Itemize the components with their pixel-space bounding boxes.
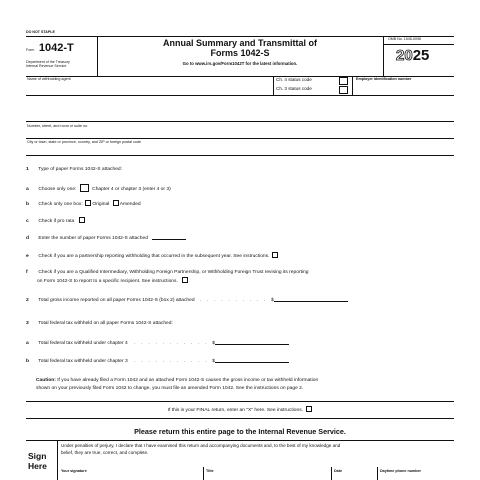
line-1c-letter: c bbox=[26, 219, 29, 224]
line-1b-text: Check only one box: bbox=[38, 202, 83, 207]
ch4-status-label: Ch. 4 status code bbox=[276, 77, 312, 82]
line-3-number: 3 bbox=[26, 321, 29, 326]
ein-input[interactable] bbox=[353, 83, 453, 94]
perjury-line-1: Under penalties of perjury, I declare that I have examined this return and accompanying documents and, to the best of my knowledge and bbox=[61, 443, 341, 448]
line-1d-text: Enter the number of paper Forms 1042-S attached bbox=[38, 236, 148, 241]
line-3a-text: Total federal tax withheld under chapter 4 bbox=[38, 341, 128, 346]
return-note: Please return this entire page to the Internal Revenue Service. bbox=[134, 427, 346, 436]
caution-text-2: shown on your previously filed Form 1042 to change, you must file an amended Form 1042. See the instructions on page 2. bbox=[36, 385, 304, 391]
line-3a-leader-dots: . . . . . . . . . . . bbox=[134, 341, 209, 346]
city-input[interactable] bbox=[26, 146, 454, 154]
signature-label: Your signature bbox=[61, 469, 87, 473]
ein-label: Employer identification number bbox=[356, 77, 412, 81]
city-bottom-rule bbox=[26, 155, 454, 156]
line-1f-cont bbox=[37, 277, 188, 284]
sign-here-label bbox=[28, 451, 47, 471]
line-1-label: Type of paper Forms 1042-S attached: bbox=[38, 167, 123, 172]
address-label: Number, street, and room or suite no. bbox=[27, 124, 89, 128]
line-3b-dollar: $ bbox=[212, 359, 215, 364]
address-top-rule bbox=[26, 121, 454, 122]
line-1b-amended-checkbox[interactable] bbox=[113, 200, 119, 206]
signature-input[interactable] bbox=[60, 474, 200, 480]
line-2-amount-input[interactable] bbox=[274, 296, 348, 302]
line-1f-text-2: on Form 1042-S to report to a specific recipient. See instructions. bbox=[37, 279, 178, 284]
line-3a bbox=[26, 339, 289, 346]
perjury-line-2: belief, they are true, correct, and complete. bbox=[61, 449, 149, 455]
line-1e-text: Check if you are a partnership reporting withholding that occurred in the subsequent year. See instructions. bbox=[38, 254, 270, 259]
line-2-number: 2 bbox=[26, 298, 29, 303]
line-1a-box[interactable] bbox=[80, 184, 89, 192]
line-2-leader-dots: . . . . . . . . . . bbox=[199, 298, 268, 303]
ch3-status-row bbox=[276, 86, 312, 91]
omb-year-block bbox=[384, 37, 454, 64]
line-1c-text: Check if pro rata bbox=[38, 219, 75, 224]
caution-bottom-rule bbox=[26, 401, 454, 402]
line-3-label: Total federal tax withheld on all paper Forms 1042-S attached: bbox=[38, 321, 173, 326]
line-3a-amount-input[interactable] bbox=[215, 339, 289, 345]
sign-label-1: Sign bbox=[28, 451, 47, 461]
line-1b-original-checkbox[interactable] bbox=[85, 200, 91, 206]
address-input[interactable] bbox=[26, 96, 454, 121]
form-title-line-2: Forms 1042-S bbox=[210, 48, 270, 58]
line-2-label: Total gross income reported on all paper Forms 1042-S (box 2) attached bbox=[38, 298, 195, 303]
ch3-status-label: Ch. 3 status code bbox=[276, 86, 312, 91]
goto-instructions: Go to www.irs.gov/Form1042T for the latest information. bbox=[182, 61, 298, 66]
line-1f-qi-checkbox[interactable] bbox=[182, 277, 188, 283]
line-1d-letter: d bbox=[26, 236, 29, 241]
line-2 bbox=[26, 296, 348, 303]
address-bottom-rule bbox=[26, 138, 454, 139]
line-1c-pro-rata-checkbox[interactable] bbox=[79, 217, 85, 223]
final-return-row bbox=[26, 406, 454, 413]
line-1e bbox=[26, 252, 278, 259]
final-return-checkbox[interactable] bbox=[306, 406, 312, 412]
line-1a-letter: a bbox=[26, 187, 29, 192]
title-divider bbox=[203, 467, 204, 480]
omb-rule bbox=[384, 44, 454, 45]
line-1c bbox=[26, 217, 85, 224]
line-1a-option: Chapter 4 or chapter 3 (enter 4 or 3) bbox=[92, 187, 171, 192]
form-title-block bbox=[97, 38, 383, 66]
sign-label-2: Here bbox=[28, 461, 47, 471]
withholding-agent-input[interactable] bbox=[26, 83, 272, 93]
line-1d-count-input[interactable] bbox=[152, 234, 186, 240]
final-return-label: If this is your FINAL return, enter an "X" here. See instructions. bbox=[167, 408, 304, 413]
omb-number: OMB No. 1545-0096 bbox=[388, 37, 421, 41]
form-prefix: Form bbox=[26, 48, 35, 52]
tax-year-outline: 20 bbox=[396, 47, 413, 64]
final-return-bottom-rule bbox=[26, 418, 454, 419]
header-divider-right bbox=[383, 36, 384, 76]
ch4-status-box[interactable] bbox=[339, 77, 348, 85]
line-1e-letter: e bbox=[26, 254, 29, 259]
line-3b-text: Total federal tax withheld under chapter 3 bbox=[38, 359, 128, 364]
sign-divider bbox=[57, 440, 58, 480]
dept-line-2: Internal Revenue Service bbox=[26, 64, 67, 68]
form-title-line-1: Annual Summary and Transmittal of bbox=[162, 38, 318, 48]
ch3-status-box[interactable] bbox=[339, 86, 348, 94]
line-2-dollar: $ bbox=[270, 298, 274, 303]
caution-text-1: If you have already filed a Form 1042 and an attached Form 1042-S causes the gross income or tax withheld information bbox=[55, 378, 319, 383]
line-1b-letter: b bbox=[26, 202, 29, 207]
do-not-staple-note: DO NOT STAPLE bbox=[26, 30, 55, 34]
line-1e-partnership-checkbox[interactable] bbox=[272, 252, 278, 258]
line-3 bbox=[26, 321, 173, 326]
phone-label: Daytime phone number bbox=[380, 469, 421, 473]
line-1a-text: Choose only one: bbox=[38, 187, 77, 192]
line-1b bbox=[26, 200, 141, 207]
perjury-statement bbox=[61, 443, 340, 456]
line-3b-amount-input[interactable] bbox=[215, 357, 289, 363]
line-3b-leader-dots: . . . . . . . . . . . bbox=[134, 359, 209, 364]
phone-divider bbox=[377, 467, 378, 480]
line-1 bbox=[26, 167, 122, 172]
line-1f-letter: f bbox=[26, 270, 28, 275]
line-3a-letter: a bbox=[26, 341, 29, 346]
withholding-agent-label: Name of withholding agent bbox=[27, 77, 71, 81]
line-1f-text-1: Check if you are a Qualified Intermediary, Withholding Foreign Partnership, or Withholding Foreign Trust revising its reporting bbox=[38, 270, 309, 275]
line-1b-original-label: Original bbox=[92, 202, 110, 207]
title-input[interactable] bbox=[205, 474, 327, 480]
tax-year bbox=[396, 47, 429, 65]
caution-block bbox=[36, 377, 318, 392]
line-1f bbox=[26, 270, 308, 275]
sign-top-rule bbox=[26, 440, 454, 441]
dept-line-1: Department of the Treasury bbox=[26, 60, 70, 64]
form-id-block bbox=[26, 38, 90, 68]
name-divider bbox=[273, 76, 274, 95]
title-label: Title bbox=[206, 469, 214, 473]
phone-input[interactable] bbox=[379, 474, 453, 480]
date-label: Date bbox=[334, 469, 342, 473]
tax-year-bold: 25 bbox=[412, 47, 430, 64]
line-1d bbox=[26, 234, 186, 241]
line-3a-dollar: $ bbox=[212, 341, 215, 346]
form-number: 1042-T bbox=[38, 42, 74, 54]
ch4-status-row bbox=[276, 77, 312, 82]
date-input[interactable] bbox=[333, 474, 373, 480]
city-label: City or town, state or province, country, and ZIP or foreign postal code bbox=[27, 140, 142, 144]
line-1a bbox=[26, 184, 171, 192]
line-1b-amended-label: Amended bbox=[119, 202, 141, 207]
line-3b bbox=[26, 357, 289, 364]
date-divider bbox=[331, 467, 332, 480]
caution-label: Caution: bbox=[36, 378, 56, 383]
line-1-number: 1 bbox=[26, 167, 29, 172]
line-3b-letter: b bbox=[26, 359, 29, 364]
